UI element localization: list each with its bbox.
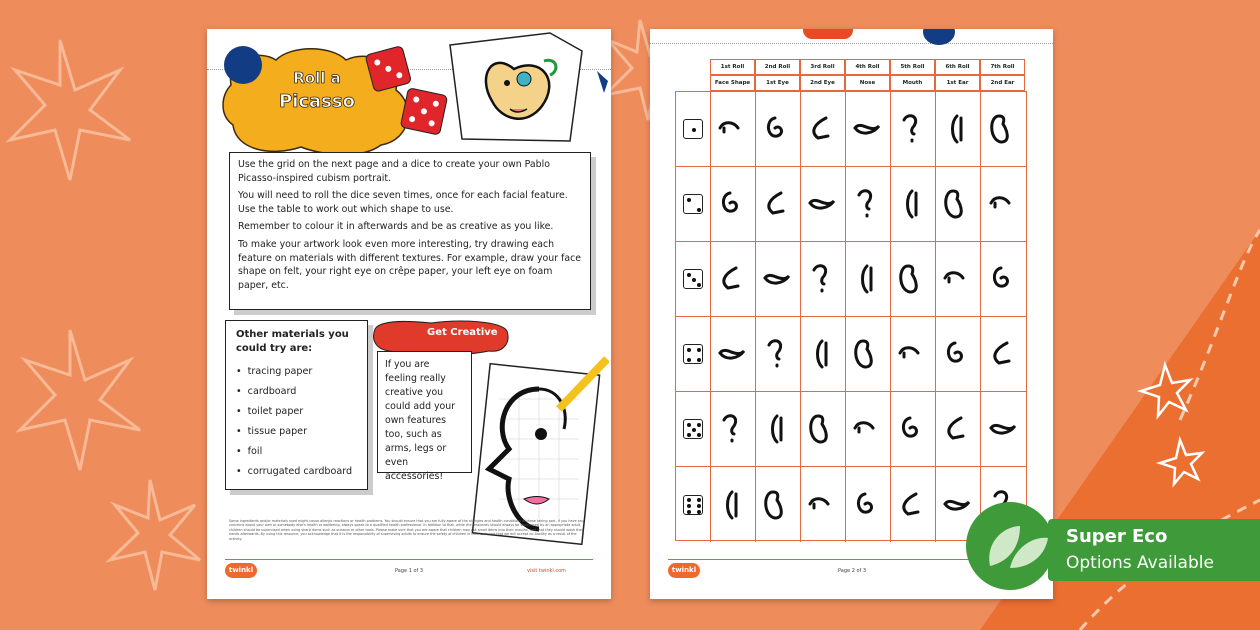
- orange-blob: [803, 29, 853, 39]
- feature-shape-icon: [894, 110, 932, 148]
- feature-shape-cell: [891, 467, 936, 542]
- feature-shape-icon: [894, 185, 932, 223]
- dice-pip: [697, 433, 701, 437]
- feature-shape-cell: [936, 317, 981, 391]
- feature-shape-cell: [846, 167, 891, 241]
- feature-shape-icon: [759, 410, 797, 448]
- feature-shape-cell: [711, 167, 756, 241]
- twinkl-logo: twinkl: [225, 563, 257, 578]
- feature-shape-icon: [939, 185, 977, 223]
- dice-pip: [687, 433, 691, 437]
- dice-pip: [697, 208, 701, 212]
- feature-shape-cell: [891, 167, 936, 241]
- feature-row: [710, 75, 1025, 91]
- feature-shape-icon: [804, 335, 842, 373]
- feature-shape-cell: [936, 92, 981, 166]
- grid-row: [676, 392, 1026, 467]
- feature-shape-icon: [714, 260, 752, 298]
- feature-shape-icon: [804, 410, 842, 448]
- feature-shape-cell: [801, 392, 846, 466]
- worksheet-page-1: [207, 29, 611, 599]
- feature-label: Nose: [845, 75, 890, 91]
- dice-icon: [683, 419, 703, 439]
- roll-label: 2nd Roll: [755, 59, 800, 75]
- creative-text: If you are feeling really creative you could add your own features too, such as arms, legs or even accessories!: [385, 359, 456, 482]
- dice-icon: [683, 495, 703, 515]
- feature-shape-icon: [849, 260, 887, 298]
- safety-note: Some ingredients and/or materials used might cause allergic reactions or health problems. You should ensure that you are fully aware of the allergies and health conditions of those taking part. If you have any concerns about your own or somebody else's health or wellbeing, always speak to a qualified health professional. In addition to that, while the resources should always be supervised by an appropriate adult, children should be supervised when using sharp items such as scissors or other tools. Please make sure that you are aware that children may put small items into their mouths, and that they should wash their hands afterwards. By using this resource, you acknowledge that it is the responsibility of supervising adults to ensure the safety of children in their care and that we will accept no liability as a result of the activity.: [229, 519, 584, 541]
- feature-shape-cell: [891, 317, 936, 391]
- dice-cell: [676, 392, 711, 466]
- leaf-icon: [960, 496, 1060, 596]
- feature-shape-icon: [714, 410, 752, 448]
- feature-shape-icon: [985, 260, 1023, 298]
- feature-shape-icon: [849, 410, 887, 448]
- dice-cell: [676, 467, 711, 542]
- feature-shape-cell: [756, 242, 801, 316]
- dice-pip: [697, 504, 701, 508]
- feature-shape-cell: [756, 467, 801, 542]
- feature-shape-icon: [894, 260, 932, 298]
- roll-label: 4th Roll: [845, 59, 890, 75]
- dice-pip: [692, 428, 696, 432]
- eco-line-1: Super Eco: [1066, 526, 1168, 547]
- dice-pip: [697, 348, 701, 352]
- feature-shape-icon: [714, 335, 752, 373]
- eco-line-2: Options Available: [1066, 553, 1214, 573]
- dice-cell: [676, 242, 711, 316]
- dice-pip: [687, 504, 691, 508]
- feature-shape-icon: [759, 486, 797, 524]
- materials-list: [236, 362, 357, 482]
- feature-shape-icon: [985, 410, 1023, 448]
- feature-shape-icon: [714, 110, 752, 148]
- feature-shape-cell: [981, 167, 1026, 241]
- twinkl-logo: twinkl: [668, 563, 700, 578]
- feature-shape-cell: [846, 317, 891, 391]
- feature-shape-cell: [846, 92, 891, 166]
- materials-item: • foil: [236, 442, 357, 462]
- materials-item: • toilet paper: [236, 402, 357, 422]
- feature-shape-cell: [801, 242, 846, 316]
- feature-label: 1st Ear: [935, 75, 980, 91]
- feature-label: 1st Eye: [755, 75, 800, 91]
- roll-header: [710, 59, 1025, 91]
- dice-pip: [687, 498, 691, 502]
- feature-shape-cell: [711, 467, 756, 542]
- feature-shape-icon: [985, 185, 1023, 223]
- feature-label: 2nd Ear: [980, 75, 1025, 91]
- feature-shape-icon: [939, 110, 977, 148]
- feature-shape-icon: [804, 110, 842, 148]
- grid-row: [676, 317, 1026, 392]
- dice-pip: [687, 358, 691, 362]
- feature-shape-cell: [756, 167, 801, 241]
- feature-shape-icon: [714, 486, 752, 524]
- feature-shape-cell: [936, 242, 981, 316]
- dice-pip: [687, 348, 691, 352]
- intro-paragraph: To make your artwork look even more interesting, try drawing each feature on materials with different textures. For example, draw your face shape on felt, your right eye on crêpe paper, your left eye on foam paper, etc.: [238, 238, 582, 291]
- feature-label: 2nd Eye: [800, 75, 845, 91]
- feature-label: Mouth: [890, 75, 935, 91]
- feature-shape-icon: [894, 410, 932, 448]
- feature-shape-icon: [939, 335, 977, 373]
- website-link: visit twinkl.com: [527, 568, 567, 574]
- intro-text-box: [229, 152, 591, 310]
- super-eco-badge: [1048, 519, 1260, 581]
- footer-divider: [225, 559, 593, 560]
- shapes-grid: [675, 91, 1027, 541]
- feature-shape-cell: [846, 392, 891, 466]
- roll-row: [710, 59, 1025, 75]
- feature-shape-icon: [714, 185, 752, 223]
- page-number: Page 2 of 3: [838, 568, 867, 574]
- feature-shape-cell: [891, 392, 936, 466]
- materials-item: • cardboard: [236, 382, 357, 402]
- feature-shape-cell: [801, 317, 846, 391]
- feature-shape-icon: [759, 185, 797, 223]
- feature-shape-cell: [711, 242, 756, 316]
- feature-shape-icon: [939, 260, 977, 298]
- grid-row: [676, 92, 1026, 167]
- dice-pip: [697, 498, 701, 502]
- feature-shape-cell: [846, 242, 891, 316]
- title-line-2: Picasso: [279, 91, 355, 112]
- materials-title: Other materials you could try are:: [236, 329, 349, 354]
- grid-row: [676, 167, 1026, 242]
- dice-icon: [683, 194, 703, 214]
- feature-shape-cell: [891, 92, 936, 166]
- feature-shape-icon: [849, 185, 887, 223]
- feature-shape-icon: [804, 185, 842, 223]
- dice-cell: [676, 317, 711, 391]
- intro-paragraph: Use the grid on the next page and a dice to create your own Pablo Picasso-inspired cubism portrait.: [238, 159, 550, 184]
- feature-shape-cell: [756, 392, 801, 466]
- feature-shape-icon: [759, 335, 797, 373]
- feature-shape-cell: [936, 392, 981, 466]
- dice-pip: [687, 423, 691, 427]
- creative-title: Get Creative: [427, 327, 498, 338]
- feature-shape-cell: [801, 167, 846, 241]
- feature-shape-icon: [894, 335, 932, 373]
- dice-icon: [683, 344, 703, 364]
- feature-shape-icon: [849, 486, 887, 524]
- feature-shape-icon: [804, 260, 842, 298]
- dotted-divider: [650, 43, 1053, 44]
- materials-box: [225, 320, 368, 490]
- intro-paragraph: Remember to colour it in afterwards and be as creative as you like.: [238, 221, 554, 233]
- dice-pip: [687, 510, 691, 514]
- dice-pip: [687, 198, 691, 202]
- feature-shape-cell: [711, 92, 756, 166]
- page-number: Page 1 of 3: [395, 568, 424, 574]
- feature-shape-cell: [756, 317, 801, 391]
- dice-icon: [683, 269, 703, 289]
- worksheet-title: [262, 69, 372, 112]
- dice-pip: [687, 273, 691, 277]
- feature-shape-icon: [849, 110, 887, 148]
- feature-shape-cell: [981, 92, 1026, 166]
- creative-text-box: [377, 351, 472, 482]
- materials-item: • tissue paper: [236, 422, 357, 442]
- feature-shape-icon: [985, 110, 1023, 148]
- feature-label: Face Shape: [710, 75, 755, 91]
- feature-shape-cell: [891, 242, 936, 316]
- feature-shape-icon: [759, 110, 797, 148]
- roll-label: 1st Roll: [710, 59, 755, 75]
- feature-shape-icon: [939, 410, 977, 448]
- dice-pip: [697, 510, 701, 514]
- roll-label: 5th Roll: [890, 59, 935, 75]
- dice-pip: [692, 128, 696, 132]
- picasso-face-illustration: [432, 31, 611, 146]
- feature-shape-icon: [985, 335, 1023, 373]
- feature-shape-cell: [801, 467, 846, 542]
- dice-icon: [683, 119, 703, 139]
- roll-label: 3rd Roll: [800, 59, 845, 75]
- dice-pip: [697, 423, 701, 427]
- materials-item: • tracing paper: [236, 362, 357, 382]
- feature-shape-cell: [981, 317, 1026, 391]
- title-line-1: Roll a: [293, 69, 341, 87]
- materials-item: • corrugated cardboard: [236, 462, 357, 482]
- feature-shape-cell: [846, 467, 891, 542]
- feature-shape-cell: [801, 92, 846, 166]
- feature-shape-cell: [981, 242, 1026, 316]
- roll-label: 6th Roll: [935, 59, 980, 75]
- feature-shape-cell: [756, 92, 801, 166]
- dice-cell: [676, 92, 711, 166]
- feature-shape-cell: [711, 317, 756, 391]
- feature-shape-icon: [894, 486, 932, 524]
- roll-label: 7th Roll: [980, 59, 1025, 75]
- dice-cell: [676, 167, 711, 241]
- dice-pip: [692, 278, 696, 282]
- feature-shape-icon: [849, 335, 887, 373]
- feature-shape-cell: [936, 167, 981, 241]
- intro-paragraph: You will need to roll the dice seven times, once for each facial feature. Use the table to work out which shape to use.: [238, 190, 568, 215]
- dice-pip: [697, 283, 701, 287]
- feature-shape-icon: [759, 260, 797, 298]
- feature-shape-icon: [804, 486, 842, 524]
- grid-row: [676, 242, 1026, 317]
- feature-shape-cell: [981, 392, 1026, 466]
- dice-pip: [697, 358, 701, 362]
- feature-shape-cell: [711, 392, 756, 466]
